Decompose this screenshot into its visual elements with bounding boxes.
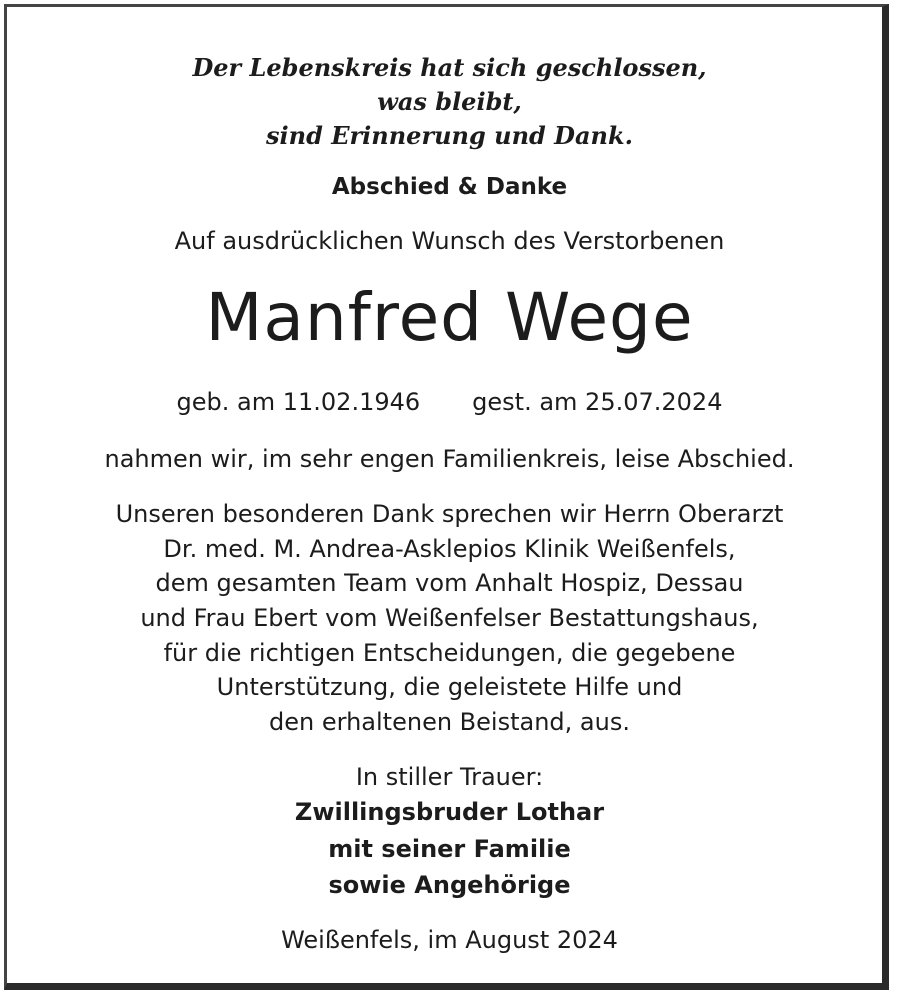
thanks-line-6: Unterstützung, die geleistete Hilfe und [216,673,683,701]
thanks-line-2: Dr. med. M. Andrea-Asklepios Klinik Weißenfels, [163,535,736,563]
place-date: Weißenfels, im August 2024 [281,926,618,954]
intro-text: Auf ausdrücklichen Wunsch des Verstorbenen [174,227,725,255]
thanks-line-3: dem gesamten Team vom Anhalt Hospiz, Dessau [155,569,744,597]
thanks-line-4: und Frau Ebert vom Weißenfelser Bestattungshaus, [140,604,759,632]
life-dates [0,387,899,417]
mourner-line-3: sowie Angehörige [328,871,571,899]
motto-line-1: Der Lebenskreis hat sich geschlossen, [192,53,707,82]
motto-line-2: was bleibt, [377,87,522,116]
birth-date: geb. am 11.02.1946 [176,388,421,416]
mourner-line-1: Zwillingsbruder Lothar [294,798,605,826]
notice-heading: Abschied & Danke [331,174,568,200]
farewell-text: nahmen wir, im sehr engen Familienkreis, leise Abschied. [104,445,795,473]
thanks-line-7: den erhaltenen Beistand, aus. [269,708,630,736]
deceased-name: Manfred Wege [205,279,694,356]
thanks-line-5: für die richtigen Entscheidungen, die gegebene [163,639,736,667]
mourner-line-2: mit seiner Familie [328,835,571,863]
motto-line-3: sind Erinnerung und Dank. [266,121,633,150]
thanks-line-1: Unseren besonderen Dank sprechen wir Herrn Oberarzt [115,500,784,528]
death-date: gest. am 25.07.2024 [472,388,723,416]
mourning-label: In stiller Trauer: [355,763,544,791]
